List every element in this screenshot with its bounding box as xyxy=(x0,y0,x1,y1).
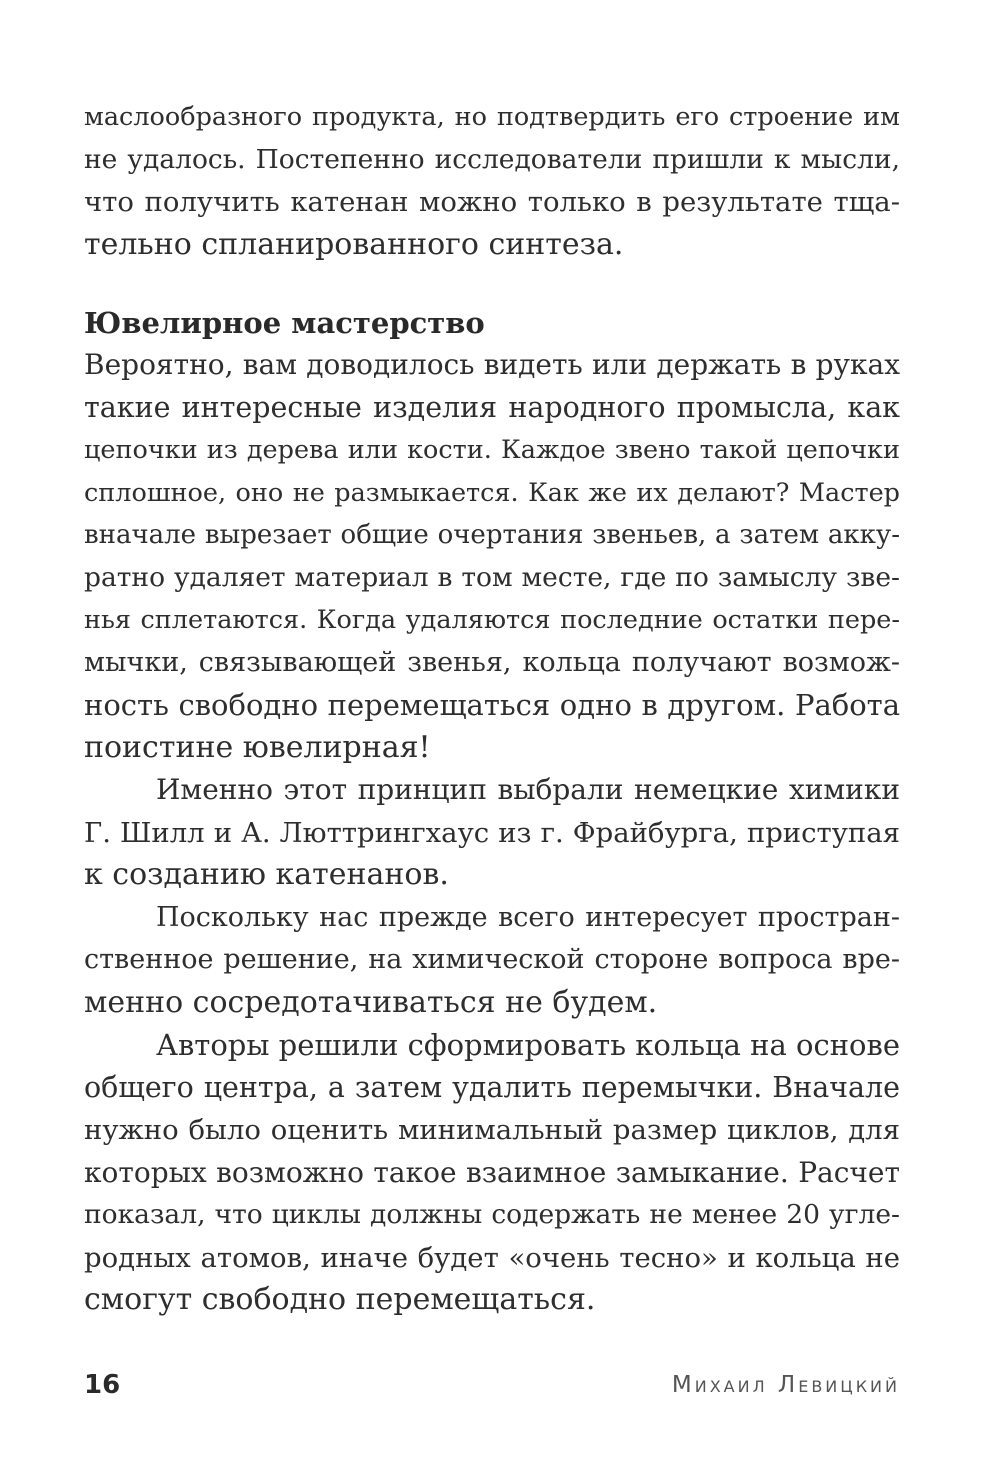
text-line: Авторы решили сформировать кольца на основе xyxy=(156,1028,900,1062)
text-line: менно сосредотачиваться не будем. xyxy=(84,984,658,1020)
text-line: Поскольку нас прежде всего интересует простран- xyxy=(156,901,900,933)
text-line: общего центра, а затем удалить перемычки. Вначале xyxy=(84,1070,900,1104)
paragraph-4 xyxy=(84,1024,900,1322)
text-line: к созданию катенанов. xyxy=(84,857,449,892)
section-heading: Ювелирное мастерство xyxy=(84,306,485,340)
text-line: Г. Шилл и А. Люттрингхаус из г. Фрайбурга, приступая xyxy=(84,816,900,849)
text-line: нужно было оценить минимальный размер циклов, для xyxy=(84,1114,900,1146)
page-body xyxy=(84,96,900,1322)
text-line: ственное решение, на химической стороне вопроса вре- xyxy=(84,944,900,975)
text-line: цепочки из дерева или кости. Каждое звено такой цепочки xyxy=(84,435,900,465)
text-line: показал, что циклы должны содержать не менее 20 угле- xyxy=(84,1199,900,1230)
paragraph-3 xyxy=(84,897,900,1025)
text-line: Вероятно, вам доводилось видеть или держать в руках xyxy=(84,348,900,381)
page-footer xyxy=(84,1370,900,1410)
paragraph-intro xyxy=(84,96,900,266)
text-line: вначале вырезает общие очертания звеньев, а затем акку- xyxy=(84,520,900,550)
text-line: такие интересные изделия народного промысла, как xyxy=(84,390,900,424)
text-line: мычки, связывающей звенья, кольца получают возмож- xyxy=(84,646,900,678)
page-number: 16 xyxy=(84,1370,121,1400)
paragraph-1 xyxy=(84,344,900,769)
running-author: Михаил Левицкий xyxy=(671,1372,900,1398)
text-line: ность свободно перемещаться одно в другом. Работа xyxy=(84,688,900,722)
text-line: которых возможно такое взаимное замыкание. Расчет xyxy=(84,1155,900,1189)
text-line: тельно спланированного синтеза. xyxy=(84,226,624,262)
text-line: нья сплетаются. Когда удаляются последние остатки пере- xyxy=(84,605,900,635)
text-line: сплошное, оно не размыкается. Как же их делают? Мастер xyxy=(84,477,900,508)
text-line: родных атомов, иначе будет «очень тесно» и кольца не xyxy=(84,1241,900,1274)
text-line: поистине ювелирная! xyxy=(84,729,431,765)
paragraph-2 xyxy=(84,769,900,897)
text-line: смогут свободно перемещаться. xyxy=(84,1282,596,1317)
text-line: ратно удаляет материал в том месте, где по замыслу зве- xyxy=(84,561,900,593)
text-line: не удалось. Постепенно исследователи пришли к мысли, xyxy=(84,143,900,175)
text-line: что получить катенан можно только в результате тща- xyxy=(84,186,900,218)
text-line: маслообразного продукта, но подтвердить его строение им xyxy=(84,102,900,132)
text-line: Именно этот принцип выбрали немецкие химики xyxy=(156,773,900,806)
